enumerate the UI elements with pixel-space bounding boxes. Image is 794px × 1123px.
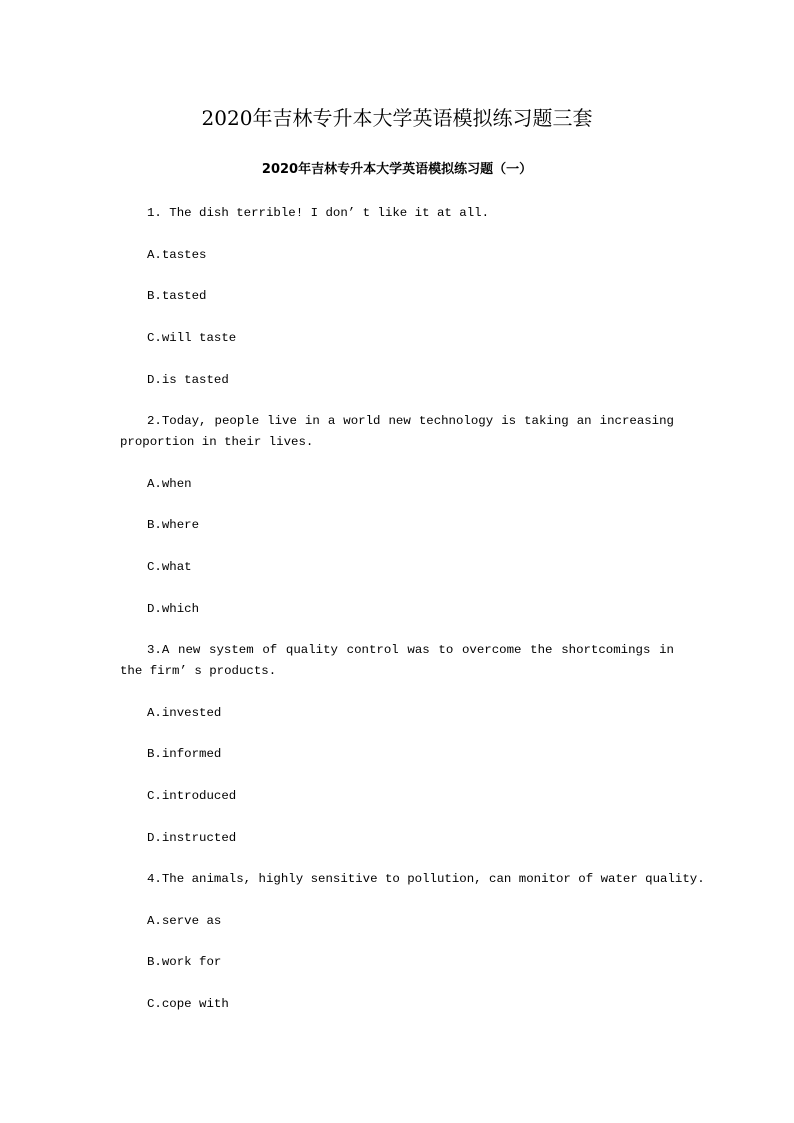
answer-option: B.work for bbox=[147, 955, 222, 969]
answer-option: C.what bbox=[147, 560, 192, 574]
answer-option: D.is tasted bbox=[147, 373, 229, 387]
answer-option: A.when bbox=[147, 477, 192, 491]
answer-option: B.informed bbox=[147, 747, 222, 761]
answer-option: A.serve as bbox=[147, 914, 222, 928]
document-title: 2020年吉林专升本大学英语模拟练习题三套 bbox=[201, 106, 593, 130]
question-stem: 1. The dish terrible! I don’ t like it at all. bbox=[147, 206, 490, 220]
answer-option: D.instructed bbox=[147, 831, 237, 845]
document-subtitle: 2020年吉林专升本大学英语模拟练习题（一） bbox=[261, 162, 533, 177]
question-stem: 3.A new system of quality control was to overcome the shortcomings in the firm’ s products. bbox=[120, 643, 674, 678]
answer-option: B.where bbox=[147, 518, 200, 532]
question-stem: 4.The animals, highly sensitive to pollution, can monitor of water quality. bbox=[147, 872, 705, 886]
answer-option: C.cope with bbox=[147, 997, 229, 1011]
answer-option: D.which bbox=[147, 602, 200, 616]
question-stem: 2.Today, people live in a world new technology is taking an increasing proportion in their lives. bbox=[120, 414, 674, 449]
answer-option: C.will taste bbox=[147, 331, 237, 345]
answer-option: C.introduced bbox=[147, 789, 237, 803]
answer-option: A.invested bbox=[147, 706, 222, 720]
answer-option: B.tasted bbox=[147, 289, 207, 303]
answer-option: A.tastes bbox=[147, 248, 207, 262]
